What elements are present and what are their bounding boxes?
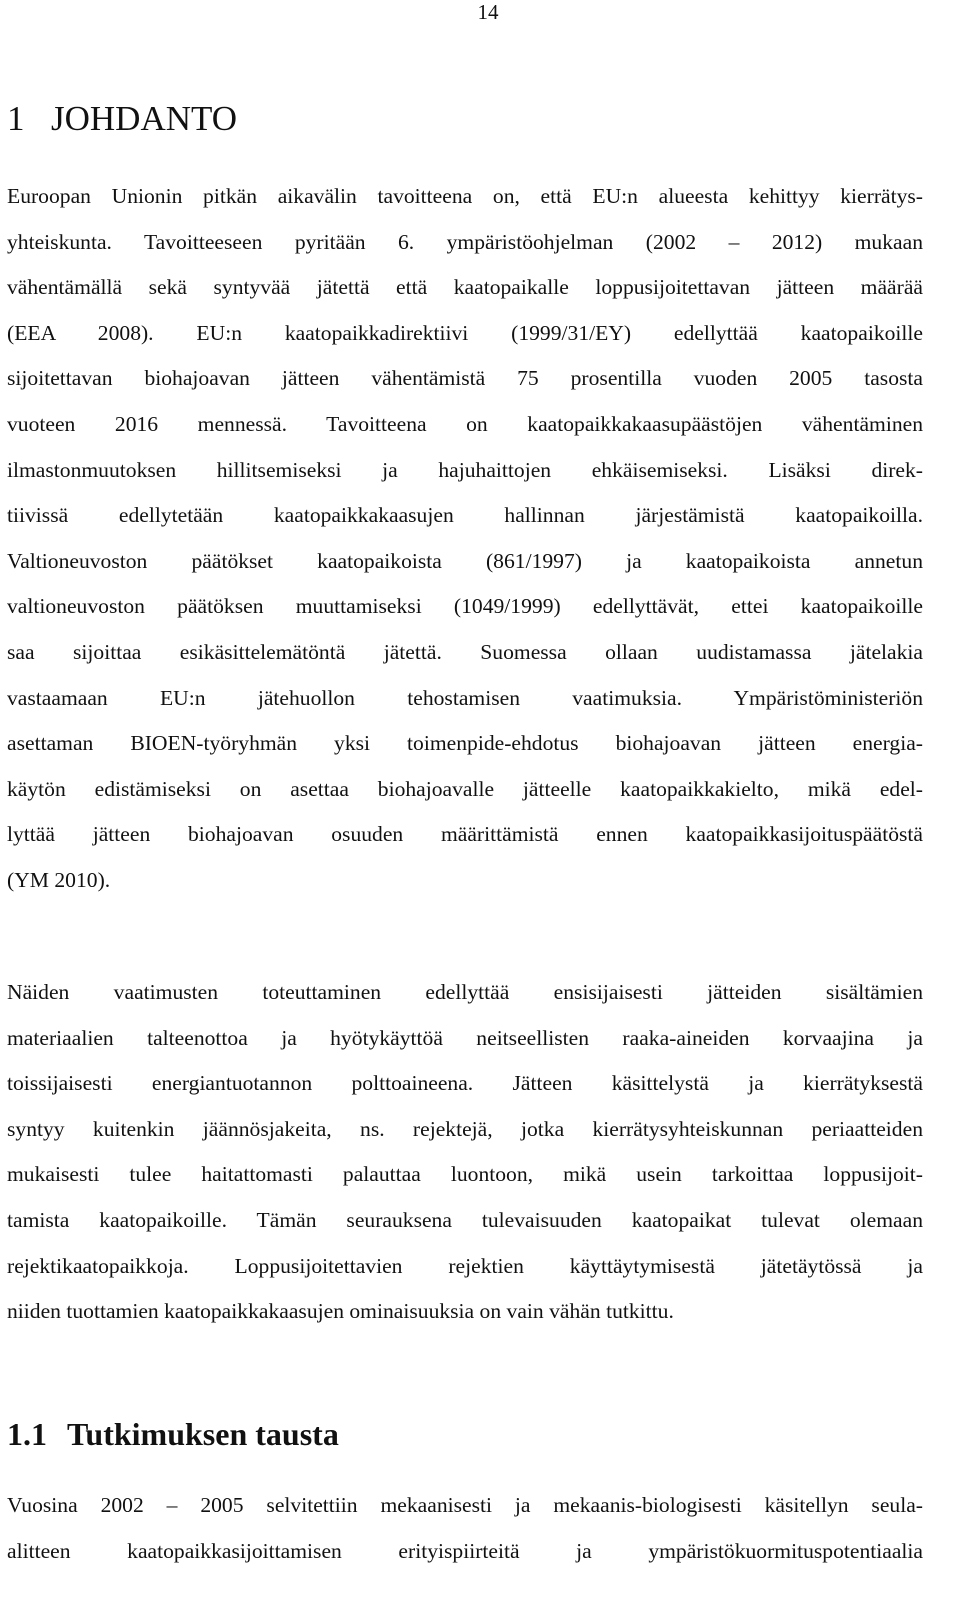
paragraph-line: saa sijoittaa esikäsittelemätöntä jätettä. Suomessa ollaan uudistamassa jätelakia: [7, 639, 923, 664]
paragraph-line: niiden tuottamien kaatopaikkakaasujen ominaisuuksia on vain vähän tutkittu.: [7, 1299, 674, 1324]
paragraph-line: Valtioneuvoston päätökset kaatopaikoista (861/1997) ja kaatopaikoista annetun: [7, 548, 923, 573]
paragraph-line: yhteiskunta. Tavoitteeseen pyritään 6. ympäristöohjelman (2002 – 2012) mukaan: [7, 229, 923, 254]
paragraph-line: tamista kaatopaikoille. Tämän seurauksena tulevaisuuden kaatopaikat tulevat olemaan: [7, 1207, 923, 1232]
paragraph-line: käytön edistämiseksi on asettaa biohajoavalle jätteelle kaatopaikkakielto, mikä edel-: [7, 776, 923, 801]
chapter-heading: [7, 97, 237, 141]
paragraph-line: vastaamaan EU:n jätehuollon tehostamisen vaatimuksia. Ympäristöministeriön: [7, 685, 923, 710]
paragraph-line: Vuosina 2002 – 2005 selvitettiin mekaanisesti ja mekaanis-biologisesti käsitellyn seula-: [7, 1493, 923, 1517]
section-title: Tutkimuksen tausta: [67, 1416, 339, 1452]
body-paragraph-background: [7, 1483, 923, 1574]
paragraph-line: vuoteen 2016 mennessä. Tavoitteena on kaatopaikkakaasupäästöjen vähentäminen: [7, 411, 923, 436]
section-number: 1.1: [7, 1416, 47, 1452]
paragraph-line: syntyy kuitenkin jäännösjakeita, ns. rejektejä, jotka kierrätysyhteiskunnan periaatteiden: [7, 1116, 923, 1141]
section-heading: [7, 1412, 339, 1456]
paragraph-line: Näiden vaatimusten toteuttaminen edellyttää ensisijaisesti jätteiden sisältämien: [7, 980, 923, 1004]
paragraph-line: sijoitettavan biohajoavan jätteen vähentämistä 75 prosentilla vuoden 2005 tasosta: [7, 366, 923, 391]
paragraph-line: tiivissä edellytetään kaatopaikkakaasujen hallinnan järjestämistä kaatopaikoilla.: [7, 503, 923, 528]
paragraph-line: (EEA 2008). EU:n kaatopaikkadirektiivi (1999/31/EY) edellyttää kaatopaikoille: [7, 320, 923, 345]
paragraph-line: lyttää jätteen biohajoavan osuuden määrittämistä ennen kaatopaikkasijoituspäätöstä: [7, 822, 923, 847]
body-paragraph-requirements: [7, 970, 923, 1335]
page-number: 14: [477, 0, 499, 24]
paragraph-line: mukaisesti tulee haitattomasti palauttaa luontoon, mikä usein tarkoittaa loppusijoit-: [7, 1162, 923, 1187]
paragraph-line: toissijaisesti energiantuotannon polttoaineena. Jätteen käsittelystä ja kierrätyksestä: [7, 1071, 923, 1096]
paragraph-line: asettaman BIOEN-työryhmän yksi toimenpide-ehdotus biohajoavan jätteen energia-: [7, 731, 923, 756]
body-paragraph-intro: [7, 174, 923, 904]
chapter-number: 1: [7, 99, 25, 138]
paragraph-line: valtioneuvoston päätöksen muuttamiseksi (1049/1999) edellyttävät, ettei kaatopaikoille: [7, 594, 923, 619]
paragraph-line: vähentämällä sekä syntyvää jätettä että kaatopaikalle loppusijoitettavan jätteen määrää: [7, 275, 923, 300]
paragraph-line: rejektikaatopaikkoja. Loppusijoitettavien rejektien käyttäytymisestä jätetäytössä ja: [7, 1253, 923, 1278]
paragraph-line: materiaalien talteenottoa ja hyötykäyttöä neitseellisten raaka-aineiden korvaajina ja: [7, 1025, 923, 1050]
paragraph-line: (YM 2010).: [7, 867, 111, 892]
paragraph-line: ilmastonmuutoksen hillitsemiseksi ja hajuhaittojen ehkäisemiseksi. Lisäksi direk-: [7, 457, 923, 482]
paragraph-line: Euroopan Unionin pitkän aikavälin tavoitteena on, että EU:n alueesta kehittyy kierrätys-: [7, 184, 923, 208]
paragraph-line: alitteen kaatopaikkasijoittamisen erityispiirteitä ja ympäristökuormituspotentiaalia: [7, 1538, 923, 1563]
chapter-title: JOHDANTO: [51, 99, 238, 138]
